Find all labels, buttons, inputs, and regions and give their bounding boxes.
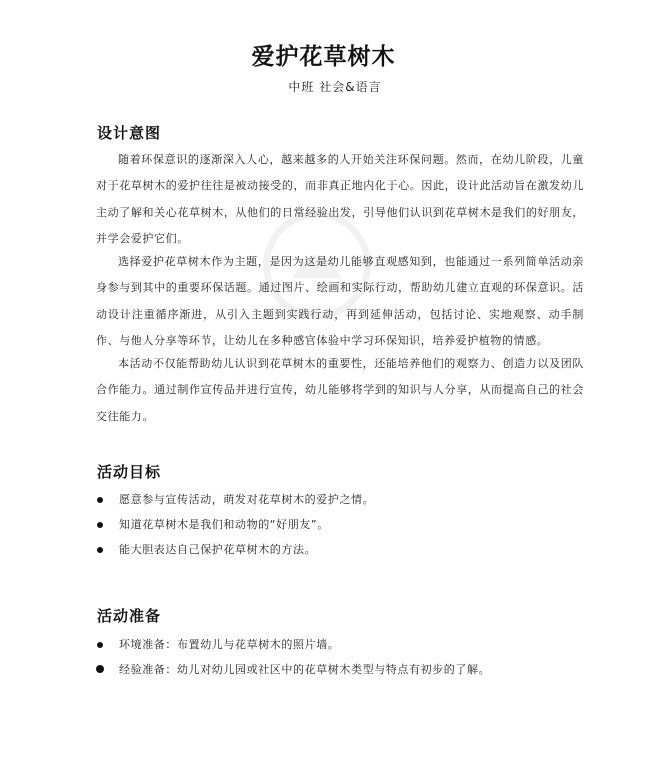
bullet-icon <box>97 497 103 503</box>
goal-text: 愿意参与宣传活动，萌发对花草树木的爱护之情。 <box>119 493 375 506</box>
section-heading-preparation: 活动准备 <box>97 607 162 625</box>
goals-list <box>96 487 596 562</box>
section-heading-design-intent: 设计意图 <box>97 124 162 142</box>
design-intent-paragraph-3: 本活动不仅能帮助幼儿认识到花草树木的重要性，还能培养他们的观察力、创造力以及团队合作能力。通过制作宣传品并进行宣传，幼儿能够将学到的知识与人分享，从而提高自己的社会交往能力。 <box>96 357 584 423</box>
design-intent-paragraph-1: 随着环保意识的逐渐深入人心，越来越多的人开始关注环保问题。然而，在幼儿阶段，儿童对于花草树木的爱护往往是被动接受的，而非真正地内化于心。因此，设计此活动旨在激发幼儿主动了解和关心花草树木，从他们的日常经验出发，引导他们认识到花草树木是我们的好朋友，并学会爱护它们。 <box>96 153 584 246</box>
list-item <box>96 537 596 562</box>
section-heading-goals: 活动目标 <box>97 463 162 481</box>
goal-text: 知道花草树木是我们和动物的“好朋友”。 <box>119 518 329 531</box>
bullet-icon <box>96 665 104 673</box>
list-item <box>96 632 596 657</box>
list-item <box>96 657 596 682</box>
list-item <box>96 512 596 537</box>
preparation-text: 经验准备：幼儿对幼儿园或社区中的花草树木类型与特点有初步的了解。 <box>119 663 491 676</box>
document-subtitle: 中班 社会&语言 <box>288 80 382 94</box>
list-item <box>96 487 596 512</box>
bullet-icon <box>97 547 103 553</box>
design-intent-paragraph-2: 选择爱护花草树木作为主题，是因为这是幼儿能够直观感知到，也能通过一系列简单活动亲身参与到其中的重要环保话题。通过图片、绘画和实际行动，帮助幼儿建立直观的环保意识。活动设计注重循序渐进，从引入主题到实践行动，再到延伸活动，包括讨论、实地观察、动手制作、与他人分享等环节，让幼儿在多种感官体验中学习环保知识，培养爱护植物的情感。 <box>96 255 584 348</box>
bullet-icon <box>97 522 103 528</box>
goal-text: 能大胆表达自己保护花草树木的方法。 <box>119 543 317 556</box>
preparation-text: 环境准备：布置幼儿与花草树木的照片墙。 <box>119 638 340 651</box>
bullet-icon <box>97 642 103 648</box>
document-title: 爱护花草树木 <box>251 44 396 70</box>
preparation-list <box>96 632 596 682</box>
